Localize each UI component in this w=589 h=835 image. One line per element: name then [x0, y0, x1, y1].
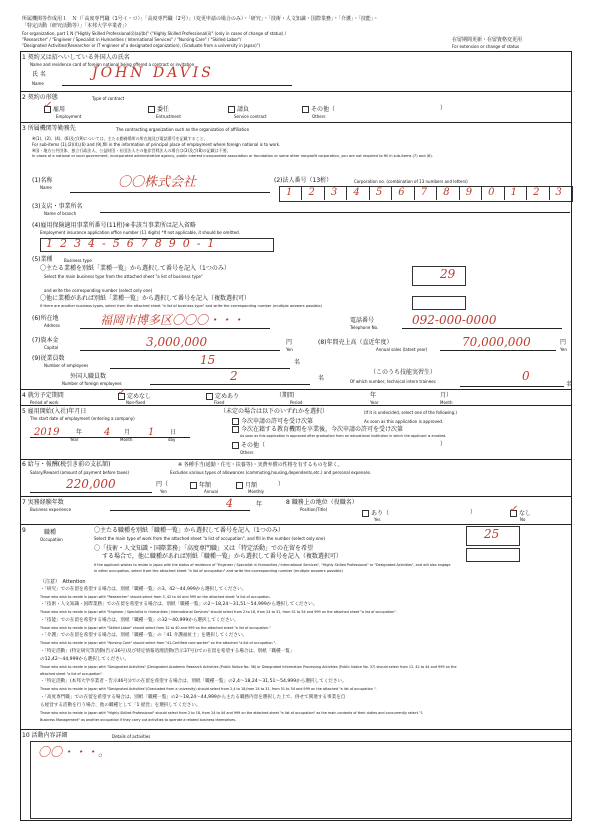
emp-ins-value: 1234-567890-1 — [46, 237, 222, 250]
start-month-unit-en: Month — [120, 437, 133, 442]
sales-label-en: Annual sales (latest year) — [376, 347, 428, 352]
trainee-value[interactable]: 0 — [522, 369, 530, 383]
corp-digit-divider — [481, 187, 482, 200]
salary-underline — [30, 492, 152, 493]
address-value[interactable]: 福岡市博多区〇〇〇・・・ — [100, 313, 245, 327]
occupation-other-box[interactable] — [466, 548, 520, 562]
salary-annual-en: Annual — [204, 489, 218, 494]
corp-digit: 2 — [308, 187, 315, 198]
staff-unit: 名 — [294, 359, 301, 366]
salary-yen-en: Yen — [160, 489, 167, 494]
divider — [20, 524, 572, 525]
period-open-en: Period — [290, 400, 303, 405]
period-year-en: Year — [370, 400, 379, 405]
emp-ins-label: (4)雇用保険適用事業所番号(11桁)※非該当事業所は記入省略 — [32, 222, 196, 229]
capital-underline — [80, 350, 280, 351]
salary-monthly-en: Monthly — [248, 489, 265, 494]
s6-note: ※ 各種手当(通勤・住宅・扶養等)・実費弁償の性格を有するものを除く。 — [178, 462, 343, 468]
sales-label: (8)年間売上高（直近年度） — [318, 339, 393, 346]
header-line3: For organization, part 1 N ("Highly Skilled Professional(i)(a)/(b)" ("Highly Skilled Professional(ii)" (only in cases of change of status) / — [22, 31, 287, 36]
position-no-en: No — [520, 517, 526, 522]
occupation-line1-en: Select the main type of work from the attached sheet "a list of occupation", and fill in the number (select only one) — [94, 536, 325, 541]
attention-line: Those who wish to reside in Japan with "Designated Activities"(Graduated from a university) should select from 2,4 to 18,from 24 to 31, from 51 to 54 and 999 on the attached "a list of occupation ". — [40, 687, 377, 692]
attention-line: Those who wish to reside in Japan with "Designated Activities" (Designated Academic Research Activities (Public Notice No. 36) or Designated Information Processing Activities (Public Notice No. 37) should select from 12, 42 to 44 and 999 on the — [40, 664, 457, 669]
period-month: 月） — [440, 392, 453, 399]
corp-digit: 1 — [286, 187, 293, 198]
staff-underline — [110, 368, 290, 369]
business-other-box[interactable] — [412, 296, 466, 310]
trainee-label: （このうち技能実習生） — [370, 369, 437, 376]
activities-box[interactable] — [30, 741, 572, 819]
salary-monthly[interactable]: 月額 — [236, 482, 257, 489]
corp-digit-divider — [504, 187, 505, 200]
start-year-unit-en: Year — [70, 437, 79, 442]
header-line5: "Designated Activities(Researcher or IT engineer of a designated organization), (Graduate from a university in Japan)") — [22, 43, 261, 48]
start-year-unit: 年 — [76, 429, 83, 436]
org-name-value[interactable]: 〇〇株式会社 — [118, 175, 197, 190]
divider — [20, 91, 572, 92]
opt1-checkbox[interactable] — [232, 418, 239, 425]
monthly-checkbox[interactable] — [236, 482, 243, 489]
s9-number: 9 — [22, 527, 26, 534]
branch-label: (3)支店・事業所名 — [32, 203, 83, 210]
business-main-en: Select the main business type from the attached sheet "a list of business type" — [44, 274, 203, 279]
contract-employment-en: Employment — [56, 114, 82, 119]
s3-note1: ※(1)、(2)、(4)、(6)及び(9)については，主たる勤務場所の所在地及び電話番号を記載すること。 — [32, 136, 208, 141]
attention-line: ・「研究」での在留を希望する場合は、別紙「職種一覧」の3、42～44,999から選択してください。 — [40, 587, 247, 592]
corp-digit: 5 — [375, 187, 383, 198]
period-open: （期間 — [276, 392, 295, 399]
fixed-checkbox[interactable] — [206, 393, 213, 400]
foreign-label-en: Number of foreign employees — [62, 381, 122, 386]
start-opt2-en: As soon as this application is approved after graduation from an educational institution in which the applicant is enrolled. — [240, 434, 447, 438]
contract-entrustment[interactable]: 委任 — [148, 106, 169, 113]
sales-value[interactable]: 70,000,000 — [462, 335, 531, 349]
telephone-underline — [402, 328, 562, 329]
s3-title-en: The contracting organization such as the organization of affiliation — [116, 127, 250, 132]
header-line2: 「特定活動（研究活動等）」「本邦大学卒業者」） — [22, 23, 130, 29]
business-main-value: 29 — [440, 267, 456, 281]
telephone-label-en: Telephone No. — [350, 325, 379, 330]
opt2-checkbox[interactable] — [232, 426, 239, 433]
header-line4: "Researcher" / "Engineer / Specialist in Humanities / International Services" / "Nursing Care" / "Skilled Labor"/ — [22, 37, 242, 42]
attention-line: Business Management" as another occupation if they carry out activities to operate a related business themselves. — [40, 718, 237, 723]
attention-line: Those who wish to reside in Japan with "Engineer / Specialist in Humanities / International Services" should select from 2 to 18, from 24 to 31, from 51 to 54 and 999 on the attached sheet "a list of occupation". — [40, 610, 397, 615]
occupation-label: 職種 — [44, 529, 57, 536]
branch-label-en: Name of branch — [44, 211, 77, 216]
salary-value[interactable]: 220,000 — [66, 477, 116, 491]
start-date-underline — [30, 437, 190, 438]
s3-note2: For sub-items (1),(2)(4),(6) and (9),fill in the information of principal place of employment where foreign national is to work. — [32, 142, 281, 147]
address-label: (6)所在地 — [32, 315, 59, 322]
capital-yen: 円 — [286, 339, 293, 346]
divider — [20, 729, 572, 730]
capital-label-en: Capital — [44, 345, 59, 350]
corp-digit: 4 — [353, 187, 360, 198]
corp-digit: 0 — [488, 187, 495, 198]
trainee-label-en: Of which number, technical intern trainees — [350, 379, 436, 384]
corp-digit-divider — [391, 187, 392, 200]
foreign-unit: 名 — [318, 375, 325, 382]
divider — [20, 496, 572, 497]
telephone-value[interactable]: 092-000-0000 — [412, 313, 497, 327]
occupation-line1: 〇主たる職種を別紙「職種一覧」から選択して番号を記入（1つのみ） — [94, 527, 284, 534]
corp-digit-divider — [346, 187, 347, 200]
staff-label-en: Number of employees — [44, 363, 89, 368]
s4-title-en: Period of work — [30, 400, 59, 405]
employment-checkbox[interactable]: ✓ — [43, 100, 52, 111]
business-and: and write the corresponding number (select only one) — [44, 288, 153, 293]
staff-label: (9)従業員数 — [32, 355, 65, 362]
occupation-main-value: 25 — [484, 527, 500, 541]
corp-digit-divider — [526, 187, 527, 200]
start-opt2[interactable]: 今次在籍する教育機関を卒業後、今次申請の許可を受け次第 — [232, 426, 403, 433]
address-label-en: Address — [44, 323, 60, 328]
sales-yen: 円 — [560, 339, 567, 346]
corp-digit-divider — [414, 187, 415, 200]
name-label-en: Name — [32, 81, 44, 86]
annual-checkbox[interactable] — [190, 482, 197, 489]
start-day-value[interactable]: 1 — [148, 427, 155, 438]
business-other: 〇他に業種があれば別紙「業種一覧」から選択して番号を記入（複数選択可） — [40, 295, 251, 302]
sales-underline — [440, 350, 556, 351]
staff-value[interactable]: 15 — [200, 353, 216, 367]
start-opt3-close: ） — [440, 441, 447, 448]
s6-note-en: Excludes various types of allowances (commuting,housing,dependents,etc.) and personal expenses. — [170, 470, 372, 475]
s6-title: 6 給与・報酬(税引き前の支払額) — [22, 461, 111, 468]
contract-others-en: Others — [312, 114, 326, 119]
sales-yen-en: Yen — [560, 347, 567, 352]
corp-digit: 2 — [533, 187, 540, 198]
s2-title-en: Type of contract — [92, 96, 125, 101]
start-month-unit: 月 — [124, 429, 131, 436]
salary-annual[interactable]: 年額 — [190, 482, 211, 489]
divider — [20, 405, 572, 406]
attention-line: attached sheet "a list of occupation". — [40, 672, 104, 676]
attention-line: の12,42～44,999から選択してください。 — [40, 656, 129, 662]
position-no-checkbox[interactable]: ✓ — [509, 504, 518, 515]
name-label: 氏 名 — [32, 71, 46, 78]
s1-title: 1 契約又は招へいしている外国人の氏名 — [22, 54, 130, 61]
salary-close: ） — [278, 481, 285, 488]
occupation-line3-en: If the applicant wishes to reside in Japan with the status of residence of "Engineer / Specialist in Humanities / International Services", "Highly Skilled Professional" or "Designated Activities", and will also engage — [94, 563, 451, 567]
attention-title: （注意） Attention — [40, 579, 86, 585]
corp-digit: 3 — [555, 187, 562, 198]
s6-title-en: Salary/Reward (amount of payment before taxes) — [30, 470, 130, 475]
position-no[interactable]: ✓ なし — [509, 504, 532, 517]
attention-line: Those who wish to reside in Japan with "Skilled Labor" should select from 32 to 40 and 999 on the attached sheet "a list of occupation." — [40, 625, 271, 630]
business-main: 〇主たる業種を別紙「業種一覧」から選択して番号を記入（1つのみ） — [40, 265, 230, 272]
corp-digit-divider — [549, 187, 550, 200]
experience-underline — [110, 510, 250, 511]
corp-digit-divider — [301, 187, 302, 200]
entrustment-checkbox[interactable] — [148, 106, 155, 113]
period-nofixed-en: Non-fixed — [126, 400, 146, 405]
attention-line: ら経営する活動を行う場合、他の職種として「1 経営」を選択してください。 — [40, 702, 201, 708]
activities-value: 〇〇・・・。 — [38, 745, 111, 759]
attention-line: Those who wish to reside in Japan with "Researcher" should select from 3, 42 to 44 and 999 on the attached sheet "a list of occupation. — [40, 595, 271, 599]
corp-digit: 7 — [420, 187, 428, 198]
s1-sub: Name and residence card of foreign national being offered a contract or invitation — [30, 62, 195, 67]
contract-service[interactable]: 請負 — [228, 106, 249, 113]
business-label: (5)業種 — [32, 256, 53, 263]
contract-others[interactable]: その他（ — [302, 106, 335, 113]
contract-service-en: Service contract — [234, 114, 267, 119]
s3-note4: In cases of a national or local government, incorporated administrative agency, public interest incorporated association or foundation or some other nonprofit corporation, you are not required to fill in sub-items (7) and (8). — [32, 154, 433, 158]
undecided-label: （未定の場合は以下のいずれかを選択） — [220, 408, 329, 415]
header-line1: 所属機関等作成用１ Ｎ（「高度専門職（1号イ・ロ）」「高度専門職（2号）」（変更申請の場合のみ）・「研究」・「技術・人文知識・国際業務」・「介護」・「技能」・ — [22, 16, 379, 22]
occupation-label-en: Occupation — [40, 537, 63, 542]
divider — [20, 51, 572, 52]
start-month-value[interactable]: 4 — [104, 427, 111, 438]
period-nofixed[interactable]: ✓ 定めなし — [117, 387, 152, 400]
s10-title-en: Details of activities — [112, 734, 151, 739]
attention-line: ・「技術・人文知識・国際業務」での在留を希望する場合は、別紙「職種一覧」の2～18,24～31,51～54,999から選択してください。 — [40, 602, 318, 608]
start-year-value[interactable]: 2019 — [34, 427, 60, 438]
position-yes-en: Yes — [374, 517, 381, 522]
contract-others-close: ） — [440, 105, 447, 112]
corp-digit: 3 — [330, 187, 338, 198]
corp-number-label: (2)法人番号（13桁） — [274, 177, 333, 184]
experience-value[interactable]: 4 — [226, 497, 233, 510]
corp-digit: 9 — [465, 187, 473, 198]
divider — [20, 389, 572, 390]
foreign-label: 外国人職員数 — [70, 373, 107, 380]
start-day-unit: 日 — [170, 429, 177, 436]
branch-underline — [100, 212, 570, 213]
contract-employment[interactable]: ✓ 雇用 — [43, 100, 66, 113]
attention-line: ・「特定活動」(特定研究等活動(告示36号)及び特定情報処理活動(告示37号))での在留を希望する場合は、別紙「職種一覧」 — [40, 648, 295, 654]
s8-title: 8 職務上の地位（役職名） — [286, 499, 358, 506]
attention-line: ・「技能」での在留を希望する場合は、別紙「職種一覧」の32～40,999から選択してください。 — [40, 617, 239, 623]
attention-line: ・「高度専門職」での在留を希望する場合は、別紙「職種一覧」の2～18,24～44,999から主たる職務内容を選択した上で、併せて関連する事業を自 — [40, 694, 346, 700]
salary-yen: 円（ — [156, 481, 169, 488]
foreign-underline — [150, 384, 310, 385]
period-month-en: Month — [440, 400, 453, 405]
s5-title: 5 雇用開始(入社)年月日 — [22, 408, 87, 415]
s3-title: 3 所属機関等勤務先 — [22, 125, 76, 132]
corp-digit-divider — [459, 187, 460, 200]
org-name-label: (1)名称 — [32, 177, 53, 184]
org-underline — [70, 192, 270, 193]
position-yes-checkbox[interactable] — [362, 510, 369, 517]
start-opt3-en: Others — [240, 450, 254, 455]
trainee-underline — [460, 386, 564, 387]
corp-number-label-en: Corporation no. (combination of 13 numbers and letters) — [354, 179, 468, 184]
others-checkbox[interactable] — [302, 106, 309, 113]
start-day-unit-en: day — [168, 437, 176, 442]
opt3-checkbox[interactable] — [232, 442, 239, 449]
period-fixed-en: Fixed — [214, 400, 225, 405]
start-opt1-en: As soon as this application is approved. — [364, 419, 444, 424]
attention-line: Those who wish to reside in Japan with "Nursing Care" should select from "41.Certified care worker" on the attached "a list of occupation ". — [40, 641, 277, 646]
emp-ins-label-en: Employment insurance application office number (11 digits) *If not applicable, it should be omitted. — [40, 230, 240, 235]
position-yes-close: ） — [470, 509, 477, 516]
address-underline — [80, 328, 270, 329]
capital-value[interactable]: 3,000,000 — [146, 335, 208, 349]
s7-title-en: Business experience — [30, 507, 72, 512]
business-main-box[interactable] — [412, 266, 466, 286]
corp-digit: 1 — [510, 187, 517, 198]
attention-line: ・「特定活動」(本邦大学卒業者・告示46号))での在留を希望する場合は、別紙「職種一覧」の2,4～18,24～31,51～54,999から選択してください。 — [40, 679, 347, 685]
business-label-en: Business type — [64, 258, 92, 263]
occupation-line3: する場合で，他に職種があれば別紙「職種一覧」から選択して番号を記入（複数選択可） — [102, 553, 342, 560]
attention-line: Those who wish to reside in Japan with "Highly Skilled Professional" should select from 2 to 18, from 24 to 44 and 999 on the attached sheet "a list of occupation" as the main contents of their duties and concurrently select "1 — [40, 710, 423, 715]
corp-digit: 6 — [398, 187, 405, 198]
capital-yen-en: Yen — [286, 347, 293, 352]
occupation-line4-en: in other occupation, select from the attached sheet "a list of occupation" and write the corresponding number (multiple answers possible) — [94, 569, 343, 573]
period-year: 年 — [370, 392, 377, 399]
business-other-en: If there are another business types, select from the attached sheet "a list of business type" and write the corresponding number (multiple answers possible) — [40, 304, 322, 308]
corp-digit-divider — [324, 187, 325, 200]
start-opt1[interactable]: 今次申請の許可を受け次第 — [232, 418, 313, 425]
s10-title: 10 活動内容詳細 — [22, 732, 68, 739]
corp-digit-divider — [436, 187, 437, 200]
name-value[interactable]: JOHN DAVIS — [92, 65, 214, 81]
contract-entrustment-en: Entrustment — [156, 114, 181, 119]
trainee-unit: 名 — [566, 381, 573, 388]
org-name-label-en: Name — [40, 185, 52, 190]
s2-title: 2 契約の形態 — [22, 94, 58, 101]
period-fixed[interactable]: 定めあり — [206, 393, 239, 400]
s3-note3: ※国・地方公共団体、独立行政法人、公益財団・社団法人その他非営利法人の場合は(3)及び(8)の記載は不要。 — [32, 148, 231, 153]
s5-title-en: The start date of employment (entering a company) — [30, 416, 135, 421]
start-opt3[interactable]: その他（ — [232, 442, 265, 449]
attention-line: ・「介護」での在留を希望する場合は、別紙「職種一覧」の「41 介護福祉士」を選択してください。 — [40, 633, 248, 639]
capital-label: (7)資本金 — [32, 337, 59, 344]
service-checkbox[interactable] — [228, 106, 235, 113]
divider — [20, 459, 572, 460]
nofixed-checkbox[interactable]: ✓ — [117, 387, 126, 398]
divider — [20, 122, 572, 123]
undecided-label-en: (If it is undecided, select one of the following.) — [364, 410, 457, 415]
telephone-label: 電話番号 — [350, 317, 375, 324]
experience-unit: 年 — [256, 501, 263, 508]
occupation-line2: 〇「技術・人文知識・国際業務」「高度専門職」又は「特定活動」での在留を希望 — [94, 545, 314, 552]
corp-digit-divider — [369, 187, 370, 200]
position-yes[interactable]: あり（ — [362, 510, 389, 517]
s8-title-en: Position(Title) — [300, 507, 328, 512]
header-right1: 在留期間更新・在留資格変更用 — [452, 37, 523, 43]
header-right2: For extension or change of status — [452, 44, 520, 49]
corp-digit: 8 — [443, 187, 450, 198]
s4-title: 4 就労予定期間 — [22, 392, 64, 399]
name-underline — [62, 85, 292, 86]
foreign-value[interactable]: 2 — [230, 369, 238, 383]
s7-title: 7 実務経験年数 — [22, 499, 64, 506]
